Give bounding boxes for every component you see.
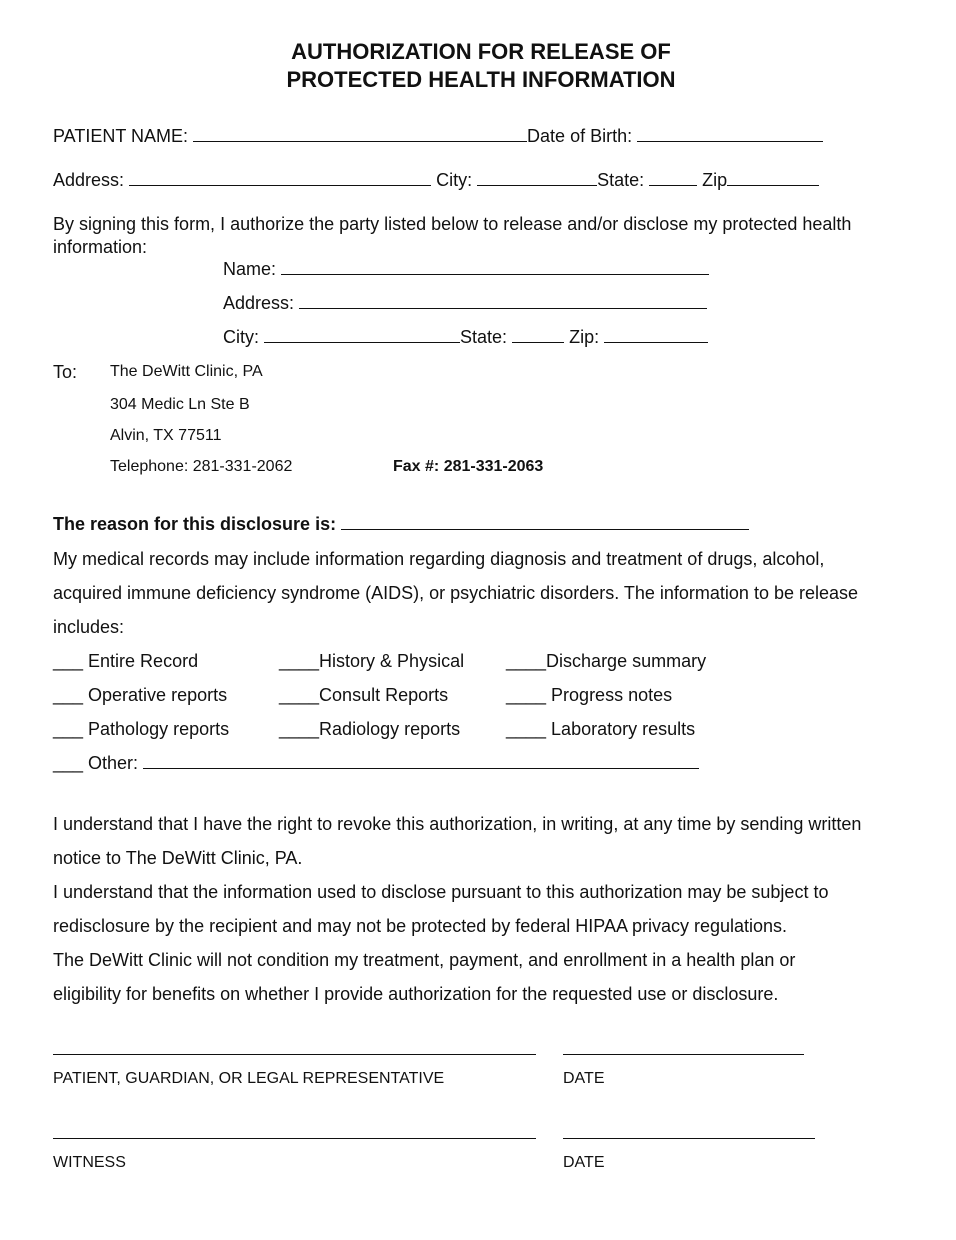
- record-option-laboratory-results[interactable]: ____ Laboratory results: [506, 719, 696, 739]
- party-name-row: [223, 259, 709, 280]
- party-zip-field[interactable]: [604, 327, 708, 343]
- reason-row: [53, 514, 749, 535]
- patient-signature-label: PATIENT, GUARDIAN, OR LEGAL REPRESENTATIVE: [53, 1070, 445, 1087]
- witness-signature-line[interactable]: [53, 1138, 536, 1139]
- patient-city-field[interactable]: [477, 170, 597, 186]
- patient-name-field[interactable]: [193, 126, 527, 142]
- terms-line5: The DeWitt Clinic will not condition my treatment, payment, and enrollment in a health plan or: [53, 950, 796, 970]
- dob-field[interactable]: [637, 126, 823, 142]
- patient-zip-field[interactable]: [727, 170, 819, 186]
- record-option-operative-reports[interactable]: ___ Operative reports: [53, 685, 228, 705]
- witness-signature-label: WITNESS: [53, 1154, 126, 1171]
- terms-line4: redisclosure by the recipient and may not be protected by federal HIPAA privacy regulations.: [53, 916, 788, 936]
- party-state-field[interactable]: [512, 327, 564, 343]
- patient-signature-line[interactable]: [53, 1054, 536, 1055]
- record-option-other-label[interactable]: ___ Other:: [53, 753, 139, 773]
- patient-name-row: [53, 126, 823, 147]
- party-city-row: [223, 327, 708, 348]
- form-title-line2: PROTECTED HEALTH INFORMATION: [286, 67, 676, 92]
- record-option-pathology-reports[interactable]: ___ Pathology reports: [53, 719, 230, 739]
- terms-line6: eligibility for benefits on whether I provide authorization for the requested use or disclosure.: [53, 984, 779, 1004]
- party-name-label: Name:: [223, 259, 277, 279]
- patient-name-label: PATIENT NAME:: [53, 126, 189, 146]
- record-option-history-physical[interactable]: ____History & Physical: [279, 651, 465, 671]
- patient-address-label: Address:: [53, 170, 125, 190]
- recipient-street: 304 Medic Ln Ste B: [110, 396, 250, 413]
- dob-label: Date of Birth:: [527, 126, 633, 146]
- record-option-progress-notes[interactable]: ____ Progress notes: [506, 685, 673, 705]
- patient-state-label: State:: [597, 170, 645, 190]
- terms-line2: notice to The DeWitt Clinic, PA.: [53, 848, 303, 868]
- record-option-other-field[interactable]: [143, 753, 699, 769]
- reason-paragraph-line1: My medical records may include information regarding diagnosis and treatment of drugs, alcohol,: [53, 549, 825, 569]
- authorization-statement-line1: By signing this form, I authorize the party listed below to release and/or disclose my protected health: [53, 214, 852, 234]
- record-option-discharge-summary[interactable]: ____Discharge summary: [506, 651, 707, 671]
- recipient-telephone: Telephone: 281-331-2062: [110, 458, 293, 475]
- to-label: To:: [53, 362, 78, 382]
- party-name-field[interactable]: [281, 259, 709, 275]
- patient-zip-label: Zip: [702, 170, 728, 190]
- party-city-label: City:: [223, 327, 259, 347]
- record-option-radiology-reports[interactable]: ____Radiology reports: [279, 719, 461, 739]
- party-address-row: [223, 293, 707, 314]
- reason-label: The reason for this disclosure is:: [53, 514, 337, 534]
- terms-line1: I understand that I have the right to revoke this authorization, in writing, at any time by sending written: [53, 814, 862, 834]
- patient-date-label: DATE: [563, 1070, 605, 1087]
- recipient-city-state-zip: Alvin, TX 77511: [110, 427, 222, 444]
- terms-line3: I understand that the information used to disclose pursuant to this authorization may be subject to: [53, 882, 829, 902]
- reason-paragraph-line3: includes:: [53, 617, 125, 637]
- form-title-line1: AUTHORIZATION FOR RELEASE OF: [291, 39, 671, 64]
- patient-address-field[interactable]: [129, 170, 431, 186]
- patient-date-line[interactable]: [563, 1054, 804, 1055]
- record-option-consult-reports[interactable]: ____Consult Reports: [279, 685, 449, 705]
- witness-date-line[interactable]: [563, 1138, 815, 1139]
- record-option-other-row: [53, 753, 699, 774]
- reason-paragraph-line2: acquired immune deficiency syndrome (AIDS), or psychiatric disorders. The information to be release: [53, 583, 859, 603]
- record-option-entire-record[interactable]: ___ Entire Record: [53, 651, 199, 671]
- recipient-fax: Fax #: 281-331-2063: [393, 458, 544, 475]
- patient-state-field[interactable]: [649, 170, 697, 186]
- reason-field[interactable]: [341, 514, 749, 530]
- patient-address-row: [53, 170, 819, 191]
- witness-date-label: DATE: [563, 1154, 605, 1171]
- authorization-statement-line2: information:: [53, 237, 148, 257]
- party-zip-label: Zip:: [569, 327, 600, 347]
- party-address-label: Address:: [223, 293, 295, 313]
- party-state-label: State:: [460, 327, 508, 347]
- recipient-name: The DeWitt Clinic, PA: [110, 363, 263, 380]
- patient-city-label: City:: [436, 170, 473, 190]
- party-city-field[interactable]: [264, 327, 460, 343]
- party-address-field[interactable]: [299, 293, 707, 309]
